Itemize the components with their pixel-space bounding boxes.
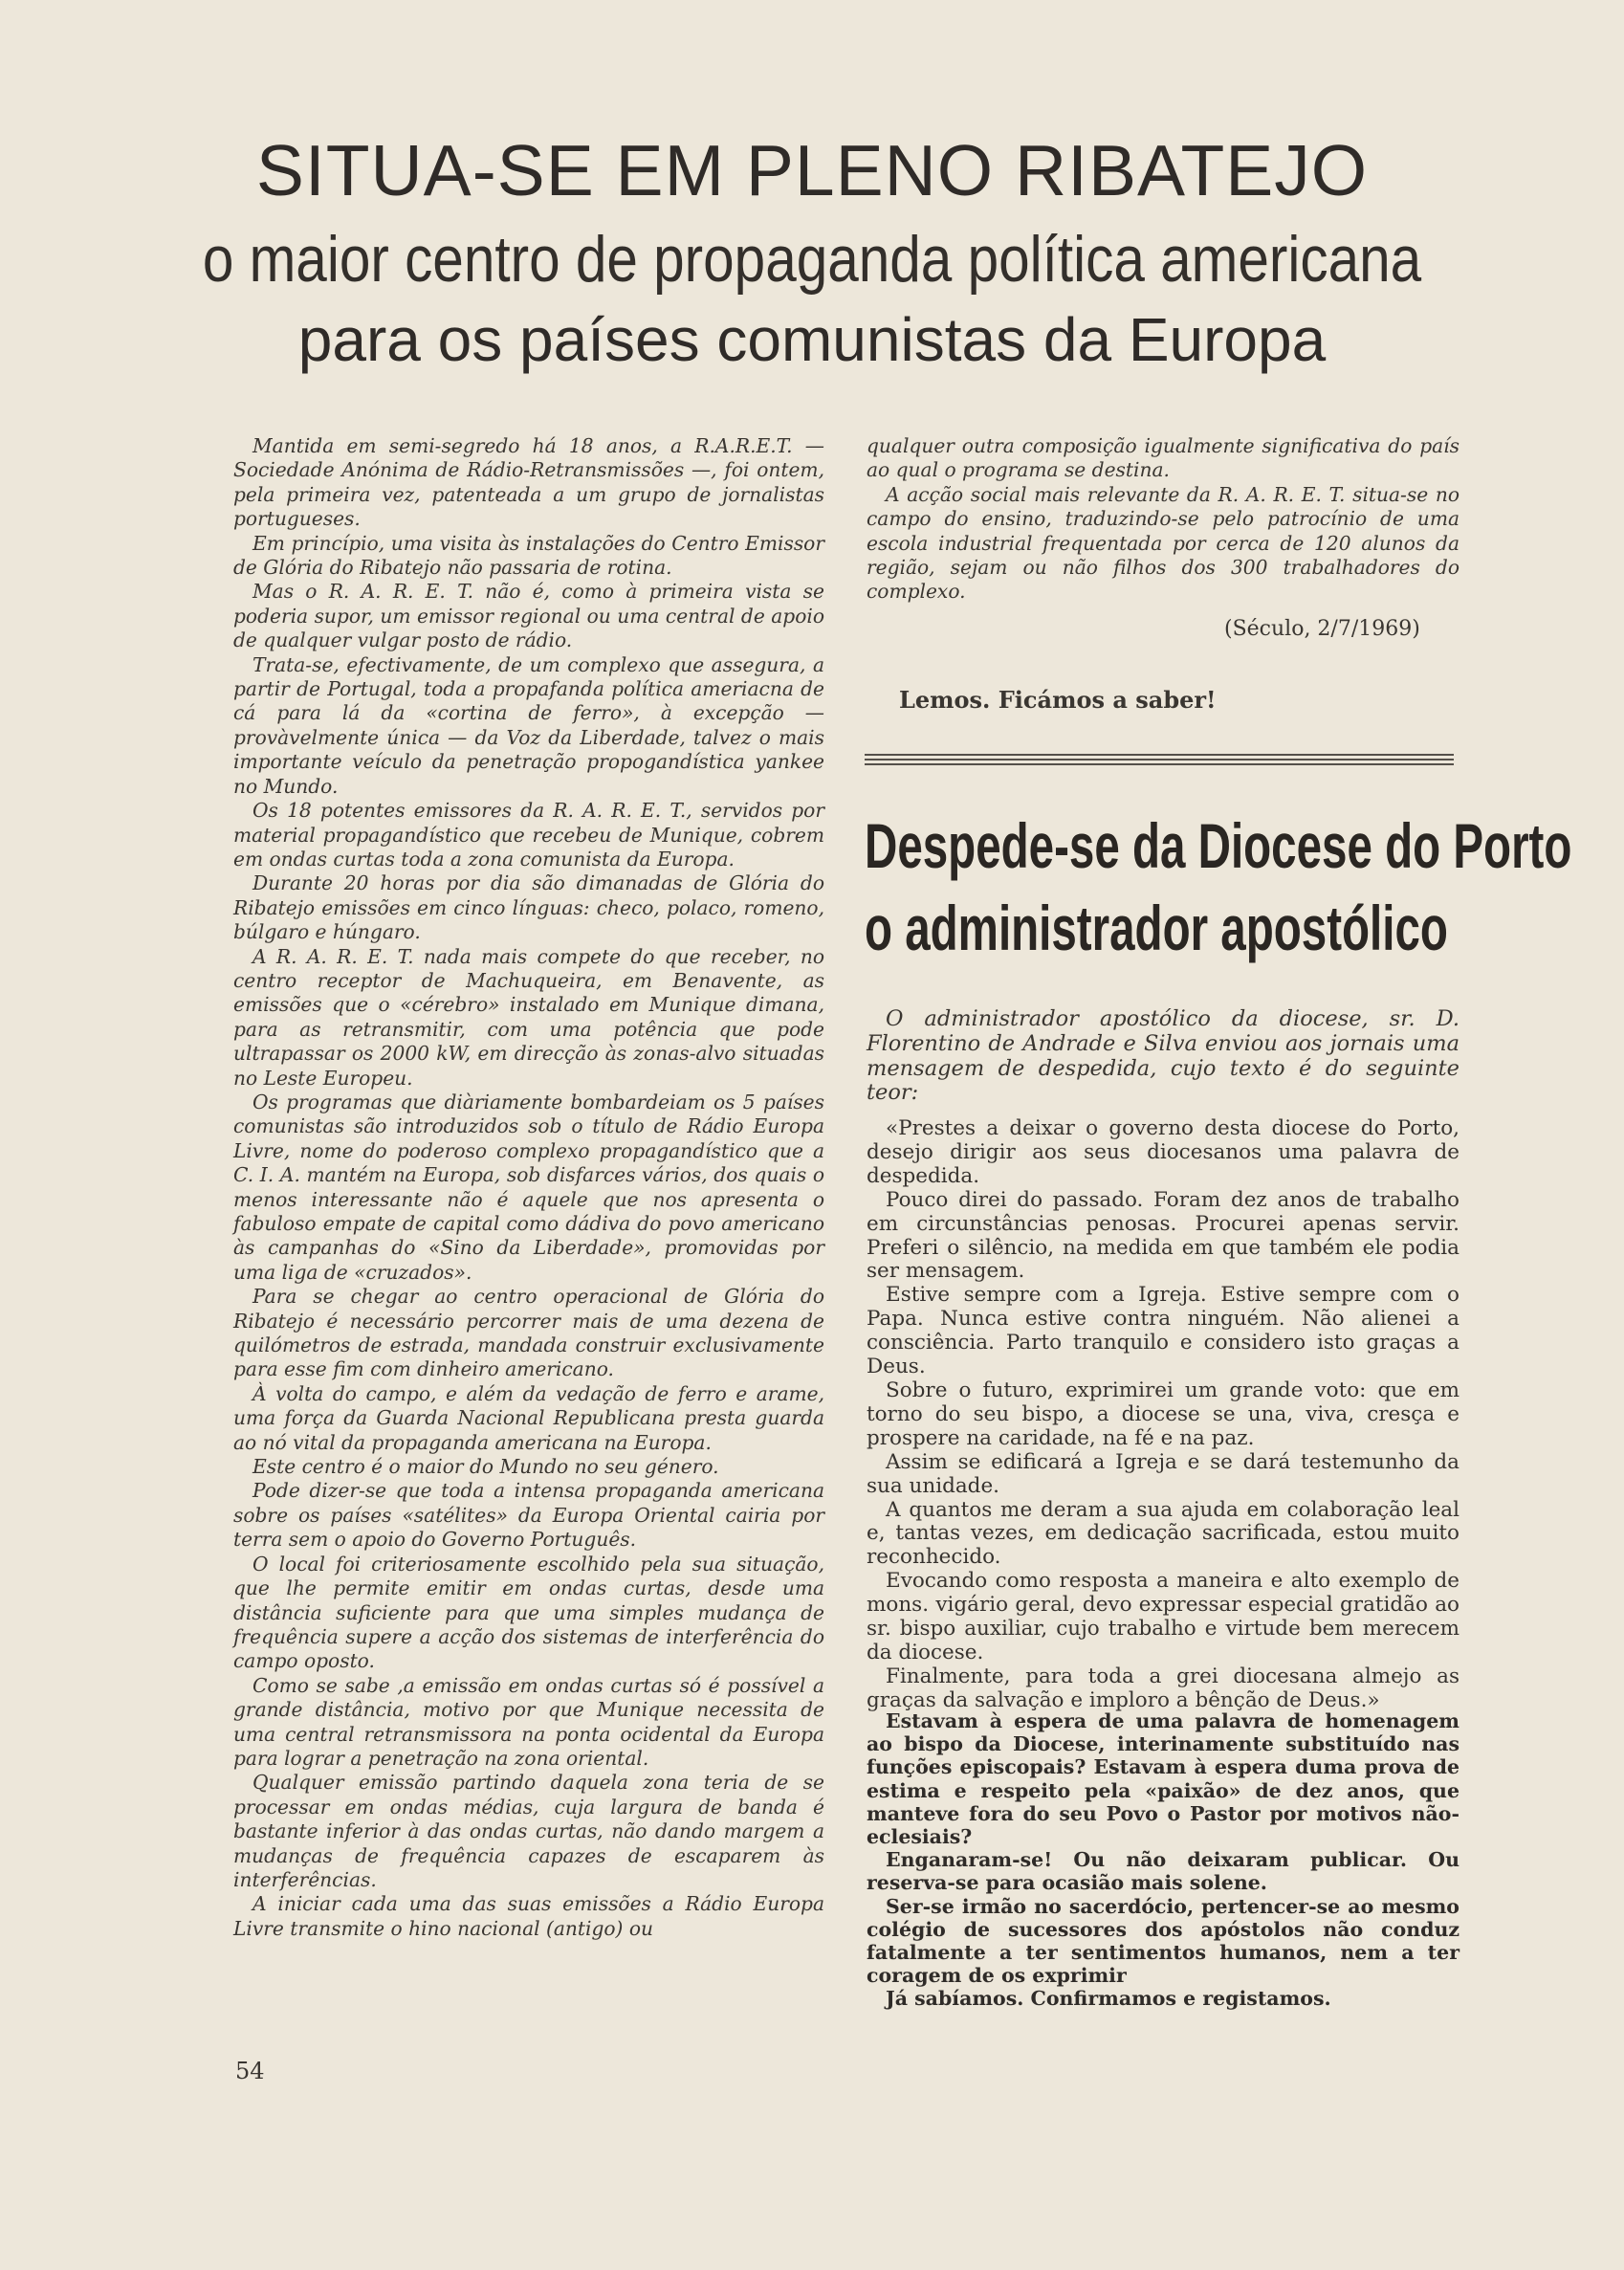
headline-line-3: para os países comunistas da Europa [297,305,1327,374]
paragraph: qualquer outra composição igualmente significativa do país ao qual o programa se destina. [867,434,1459,482]
paragraph: Pode dizer-se que toda a intensa propaganda americana sobre os países «satélites» da Europa Oriental cairia por terra sem o apoio do Governo Português. [233,1479,824,1552]
paragraph: «Prestes a deixar o governo desta diocese do Porto, desejo dirigir aos seus diocesanos uma palavra de despedida. [867,1116,1459,1188]
article-left-column [233,434,824,1941]
paragraph: Estive sempre com a Igreja. Estive sempre com o Papa. Nunca estive contra ninguém. Não alienei a consciência. Parto tranquilo e considero isto graças a Deus. [867,1283,1459,1379]
paragraph: Durante 20 horas por dia são dimanadas de Glória do Ribatejo emissões em cinco línguas: checo, polaco, romeno, búlgaro e húngaro. [233,871,824,944]
paragraph: Sobre o futuro, exprimirei um grande voto: que em torno do seu bispo, a diocese se una, viva, cresça e prospere na caridade, na fé e na paz. [867,1377,1459,1450]
source-citation: (Século, 2/7/1969) [1224,617,1420,641]
paragraph: Trata-se, efectivamente, de um complexo que assegura, a partir de Portugal, toda a propafanda política ameriacna de cá para lá da «cortina de ferro», à excepção — provàvelmente única — da Voz da Liberdade, talvez o mais importante veículo da penetração propogandística yankee no Mundo. [233,652,824,798]
section-divider [865,754,1454,767]
page-number: 54 [235,2058,265,2084]
paragraph: Qualquer emissão partindo daquela zona teria de se processar em ondas médias, cuja largura de banda é bastante inferior à das ondas curtas, não dando margem a mudanças de frequência capazes de escaparem às interferências. [233,1771,824,1891]
paragraph: Pouco direi do passado. Foram dez anos de trabalho em circunstâncias penosas. Procurei apenas servir. Preferi o silêncio, na medida em que também ele podia ser mensagem. [867,1187,1459,1284]
paragraph: Evocando como resposta a maneira e alto exemplo de mons. vigário geral, devo expressar especial gratidão ao sr. bispo auxiliar, cujo trabalho e virtude bem merecem da diocese. [867,1569,1459,1664]
paragraph: À volta do campo, e além da vedação de ferro e arame, uma força da Guarda Nacional Republicana presta guarda ao nó vital da propaganda americana na Europa. [233,1381,824,1454]
article-right-column-continuation [867,434,1459,605]
paragraph: Assim se edificará a Igreja e se dará testemunho da sua unidade. [867,1449,1459,1498]
editorial-commentary [867,1709,1459,2011]
article-title-line-2: o administrador apostólico [865,893,1448,963]
paragraph: Como se sabe ,a emissão em ondas curtas só é possível a grande distância, motivo por que Munique necessita de uma central retransmissora na ponta ocidental da Europa para lograr a penetração na zona oriental. [233,1673,824,1770]
farewell-message [867,1117,1459,1713]
paragraph: Ser-se irmão no sacerdócio, pertencer-se ao mesmo colégio de sucessores dos apóstolos não conduz fatalmente a ter sentimentos humanos, nem a ter coragem de os exprimir [867,1894,1459,1988]
paragraph: Este centro é o maior do Mundo no seu género. [252,1455,719,1479]
paragraph: Enganaram-se! Ou não deixaram publicar. Ou reserva-se para ocasião mais solene. [867,1848,1459,1895]
paragraph: Para se chegar ao centro operacional de Glória do Ribatejo é necessário percorrer mais de uma dezena de quilómetros de estrada, mandada construir exclusivamente para esse fim com dinheiro americano. [233,1285,824,1381]
article-title-line-1: Despede-se da Diocese do Porto [865,810,1572,881]
paragraph: Finalmente, para toda a grei diocesana almejo as graças da salvação e imploro a bênção de Deus.» [867,1664,1459,1712]
paragraph: Mantida em semi-segredo há 18 anos, a R.A.R.E.T. — Sociedade Anónima de Rádio-Retransmissões —, foi ontem, pela primeira vez, patenteada a um grupo de jornalistas portugueses. [233,434,824,531]
paragraph: Estavam à espera de uma palavra de homenagem ao bispo da Diocese, interinamente substituído nas funções episcopais? Estavam à espera duma prova de estima e respeito pela «paixão» de dez anos, que manteve fora do seu Povo o Pastor por motivos não-eclesiais? [867,1709,1459,1849]
paragraph: Os programas que diàriamente bombardeiam os 5 países comunistas são introduzidos sob o título de Rádio Europa Livre, nome do poderoso complexo propagandístico que a C. I. A. mantém na Europa, sob disfarces vários, dos quais o menos interessante não é aquele que nos apresenta o fabuloso empate de capital como dádiva do povo americano às campanhas do «Sino da Liberdade», promovidas por uma liga de «cruzados». [233,1090,824,1284]
article-intro: O administrador apostólico da diocese, sr. D. Florentino de Andrade e Silva enviou aos jornais uma mensagem de despedida, cujo texto é do seguinte teor: [867,1006,1459,1106]
paragraph: Em princípio, uma visita às instalações do Centro Emissor de Glória do Ribatejo não passaria de rotina. [233,531,824,580]
paragraph: Já sabíamos. Confirmamos e registamos. [886,1987,1331,2011]
paragraph: O local foi criteriosamente escolhido pela sua situação, que lhe permite emitir em ondas curtas, desde uma distância suficiente para que uma simples mudança de frequência supere a acção dos sistemas de interferência do campo oposto. [233,1552,824,1673]
headline-line-1: SITUA-SE EM PLENO RIBATEJO [255,130,1369,210]
paragraph: Os 18 potentes emissores da R. A. R. E. T., servidos por material propagandístico que recebeu de Munique, cobrem em ondas curtas toda a zona comunista da Europa. [233,799,824,871]
paragraph: A iniciar cada uma das suas emissões a Rádio Europa Livre transmite o hino nacional (antigo) ou [233,1892,824,1940]
paragraph: A R. A. R. E. T. nada mais compete do que receber, no centro receptor de Machuqueira, em Benavente, as emissões que o «cérebro» instalado em Munique dimana, para as retransmitir, com uma potência que pode ultrapassar os 2000 kW, em direcção às zonas-alvo situadas no Leste Europeu. [233,944,824,1090]
editorial-remark: Lemos. Ficámos a saber! [899,686,1217,714]
paragraph: Mas o R. A. R. E. T. não é, como à primeira vista se poderia supor, um emissor regional ou uma central de apoio de qualquer vulgar posto de rádio. [233,580,824,652]
headline-line-2: o maior centro de propaganda política americana [202,223,1422,296]
paragraph: A quantos me deram a sua ajuda em colaboração leal e, tantas vezes, em dedicação sacrificada, estou muito reconhecido. [867,1497,1459,1570]
paragraph: A acção social mais relevante da R. A. R. E. T. situa-se no campo do ensino, traduzindo-se pelo patrocínio de uma escola industrial frequentada por cerca de 120 alunos da região, sejam ou não filhos dos 300 trabalhadores do complexo. [867,482,1459,604]
